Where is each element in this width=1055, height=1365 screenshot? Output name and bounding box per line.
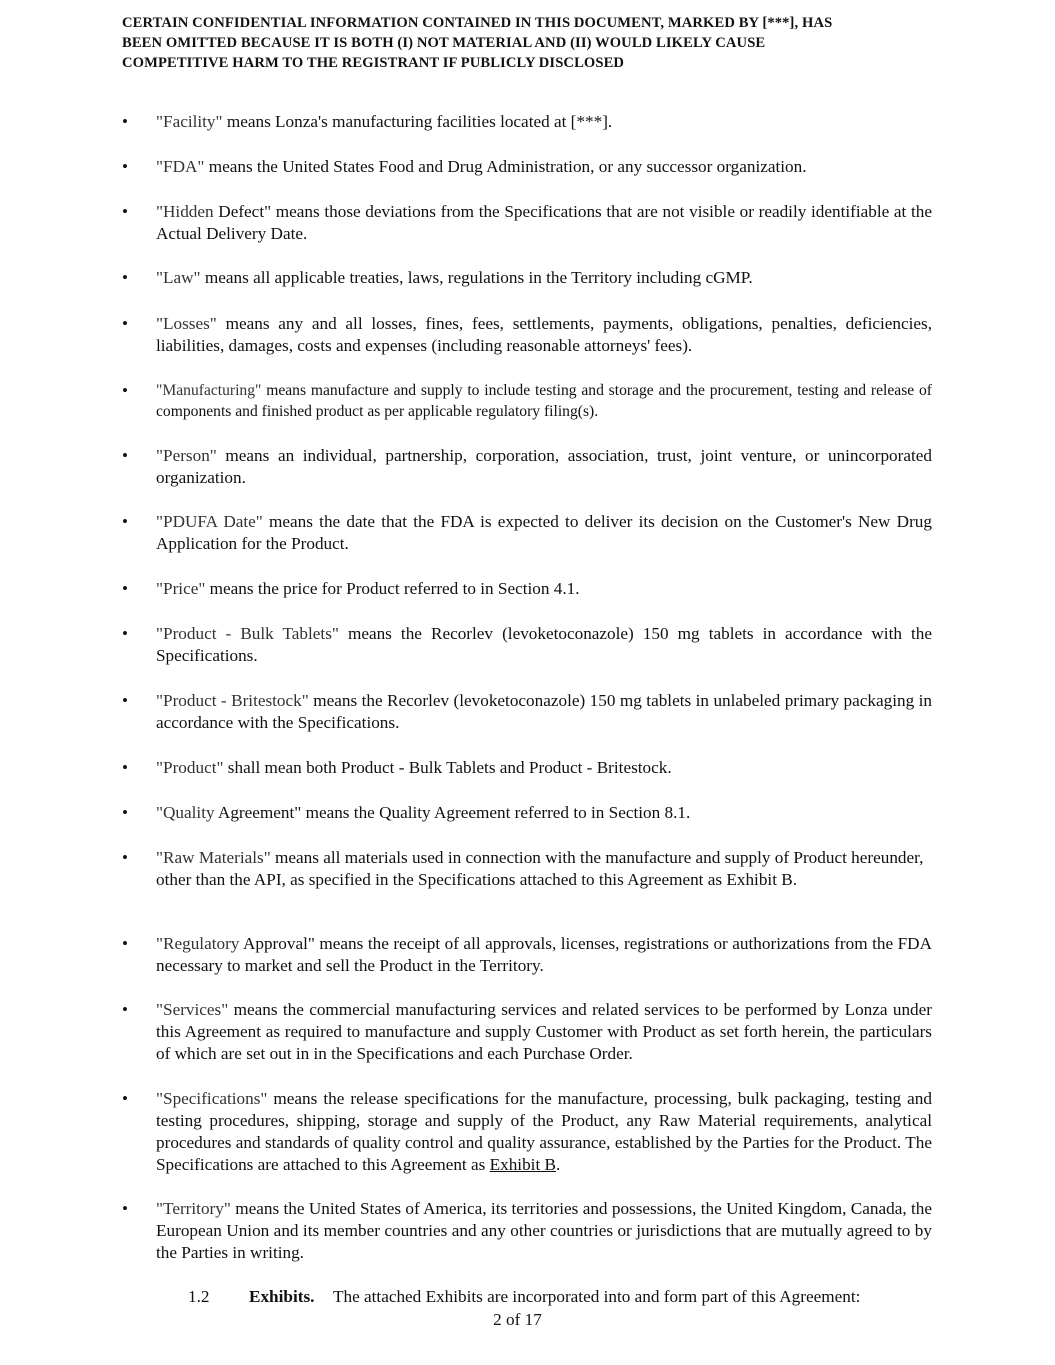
- definition-text: [156, 1198, 932, 1264]
- bullet: •: [122, 112, 128, 131]
- definition-body: means manufacture and supply to include testing and storage and the procurement, testing and release of components and finished product as per applicable regulatory filing(s).: [156, 382, 932, 420]
- header-line-3: COMPETITIVE HARM TO THE REGISTRANT IF PUBLICLY DISCLOSED: [122, 55, 625, 71]
- bullet: •: [122, 691, 128, 710]
- definition-text: [156, 578, 932, 600]
- definition-body: means the United States Food and Drug Administration, or any successor organization.: [204, 157, 807, 176]
- definition-text: [156, 313, 932, 357]
- bullet: •: [122, 314, 128, 333]
- defined-term: "Quality: [156, 803, 215, 822]
- definition-text: [156, 757, 932, 779]
- bullet: •: [122, 268, 128, 287]
- definition-body: means the United States of America, its territories and possessions, the United Kingdom, Canada, the European Union and its member countries and any other countries or jurisdictions that are mutually agreed to by the Parties in writing.: [156, 1199, 932, 1262]
- bullet: •: [122, 202, 128, 221]
- defined-term: "Facility": [156, 112, 223, 131]
- definition-text: [156, 690, 932, 734]
- defined-term: "PDUFA Date": [156, 512, 263, 531]
- definition-text: [156, 267, 932, 289]
- definition-text: [156, 847, 932, 891]
- section-text: The attached Exhibits are incorporated into and form part of this Agreement:: [333, 1287, 861, 1306]
- definition-body: means the release specifications for the manufacture, processing, bulk packaging, testing and testing procedures, shipping, storage and supply of the Product, any Raw Material requirements, analytical procedures and standards of quality control and quality assurance, established by the Parties for the Product. The Specifications are attached to this Agreement as: [156, 1089, 932, 1174]
- bullet: •: [122, 934, 128, 953]
- definition-body: means an individual, partnership, corporation, association, trust, joint venture, or unincorporated organization.: [156, 446, 932, 487]
- defined-term: "Losses": [156, 314, 217, 333]
- definition-text: [156, 933, 932, 977]
- definition-text: [156, 802, 932, 824]
- bullet: •: [122, 157, 128, 176]
- defined-term: "Price": [156, 579, 206, 598]
- bullet: •: [122, 1199, 128, 1218]
- bullet: •: [122, 512, 128, 531]
- bullet: •: [122, 803, 128, 822]
- bullet: •: [122, 579, 128, 598]
- bullet: •: [122, 446, 128, 465]
- definition-body: means the date that the FDA is expected to deliver its decision on the Customer's New Drug Application for the Product.: [156, 512, 932, 553]
- defined-term: "Hidden: [156, 202, 214, 221]
- definition-text: [156, 623, 932, 667]
- definition-body: shall mean both Product - Bulk Tablets and Product - Britestock.: [223, 758, 672, 777]
- definition-body: means the commercial manufacturing services and related services to be performed by Lonza under this Agreement as required to manufacture and supply Customer with Product as set forth herein, the particulars of which are set out in in the Specifications and each Purchase Order.: [156, 1000, 932, 1063]
- bullet: •: [122, 381, 128, 400]
- section-title: Exhibits.: [249, 1287, 315, 1306]
- definition-body: means the price for Product referred to in Section 4.1.: [205, 579, 580, 598]
- definition-body: means the Recorlev (levoketoconazole) 150 mg tablets in accordance with the Specifications.: [156, 624, 932, 665]
- header-line-1: CERTAIN CONFIDENTIAL INFORMATION CONTAINED IN THIS DOCUMENT, MARKED BY [***], HAS: [122, 15, 833, 31]
- defined-term: "Law": [156, 268, 201, 287]
- bullet: •: [122, 1089, 128, 1108]
- defined-term: "Manufacturing": [156, 382, 262, 399]
- definition-body: means all materials used in connection with the manufacture and supply of Product hereunder, other than the API, as specified in the Specifications attached to this Agreement as Exhibit B.: [156, 848, 924, 889]
- definition-text: [156, 999, 932, 1065]
- defined-term: "FDA": [156, 157, 205, 176]
- defined-term: "Specifications": [156, 1089, 268, 1108]
- definition-text: [156, 1088, 932, 1176]
- definition-body: Approval" means the receipt of all approvals, licenses, registrations or authorizations from the FDA necessary to market and sell the Product in the Territory.: [156, 934, 932, 975]
- bullet: •: [122, 1000, 128, 1019]
- defined-term: "Product": [156, 758, 224, 777]
- definition-body: means any and all losses, fines, fees, settlements, payments, obligations, penalties, deficiencies, liabilities, damages, costs and expenses (including reasonable attorneys' fees).: [156, 314, 932, 355]
- definition-body: Agreement" means the Quality Agreement referred to in Section 8.1.: [214, 803, 691, 822]
- bullet: •: [122, 624, 128, 643]
- header-line-2: BEEN OMITTED BECAUSE IT IS BOTH (I) NOT MATERIAL AND (II) WOULD LIKELY CAUSE: [122, 35, 766, 51]
- bullet: •: [122, 848, 128, 867]
- defined-term: "Raw Materials": [156, 848, 271, 867]
- definition-body: means Lonza's manufacturing facilities located at [***].: [222, 112, 613, 131]
- defined-term: "Regulatory: [156, 934, 240, 953]
- definition-text: [156, 111, 932, 133]
- defined-term: "Territory": [156, 1199, 231, 1218]
- definition-body: means the Recorlev (levoketoconazole) 150 mg tablets in unlabeled primary packaging in accordance with the Specifications.: [156, 691, 933, 732]
- bullet: •: [122, 758, 128, 777]
- definition-tail: .: [555, 1155, 561, 1174]
- defined-term: "Services": [156, 1000, 229, 1019]
- definition-body: Defect" means those deviations from the Specifications that are not visible or readily identifiable at the Actual Delivery Date.: [156, 202, 932, 243]
- definition-text: [156, 511, 932, 555]
- defined-term: "Person": [156, 446, 217, 465]
- defined-term: "Product - Bulk Tablets": [156, 624, 339, 643]
- definition-text: [156, 380, 932, 422]
- definition-body: means all applicable treaties, laws, regulations in the Territory including cGMP.: [200, 268, 753, 287]
- section-number: 1.2: [188, 1287, 210, 1306]
- definition-text: [156, 201, 932, 245]
- page-number: 2 of 17: [493, 1310, 542, 1329]
- defined-term: "Product - Britestock": [156, 691, 309, 710]
- definition-text: [156, 445, 932, 489]
- definition-text: [156, 156, 932, 178]
- exhibit-b-reference: Exhibit B: [489, 1155, 556, 1174]
